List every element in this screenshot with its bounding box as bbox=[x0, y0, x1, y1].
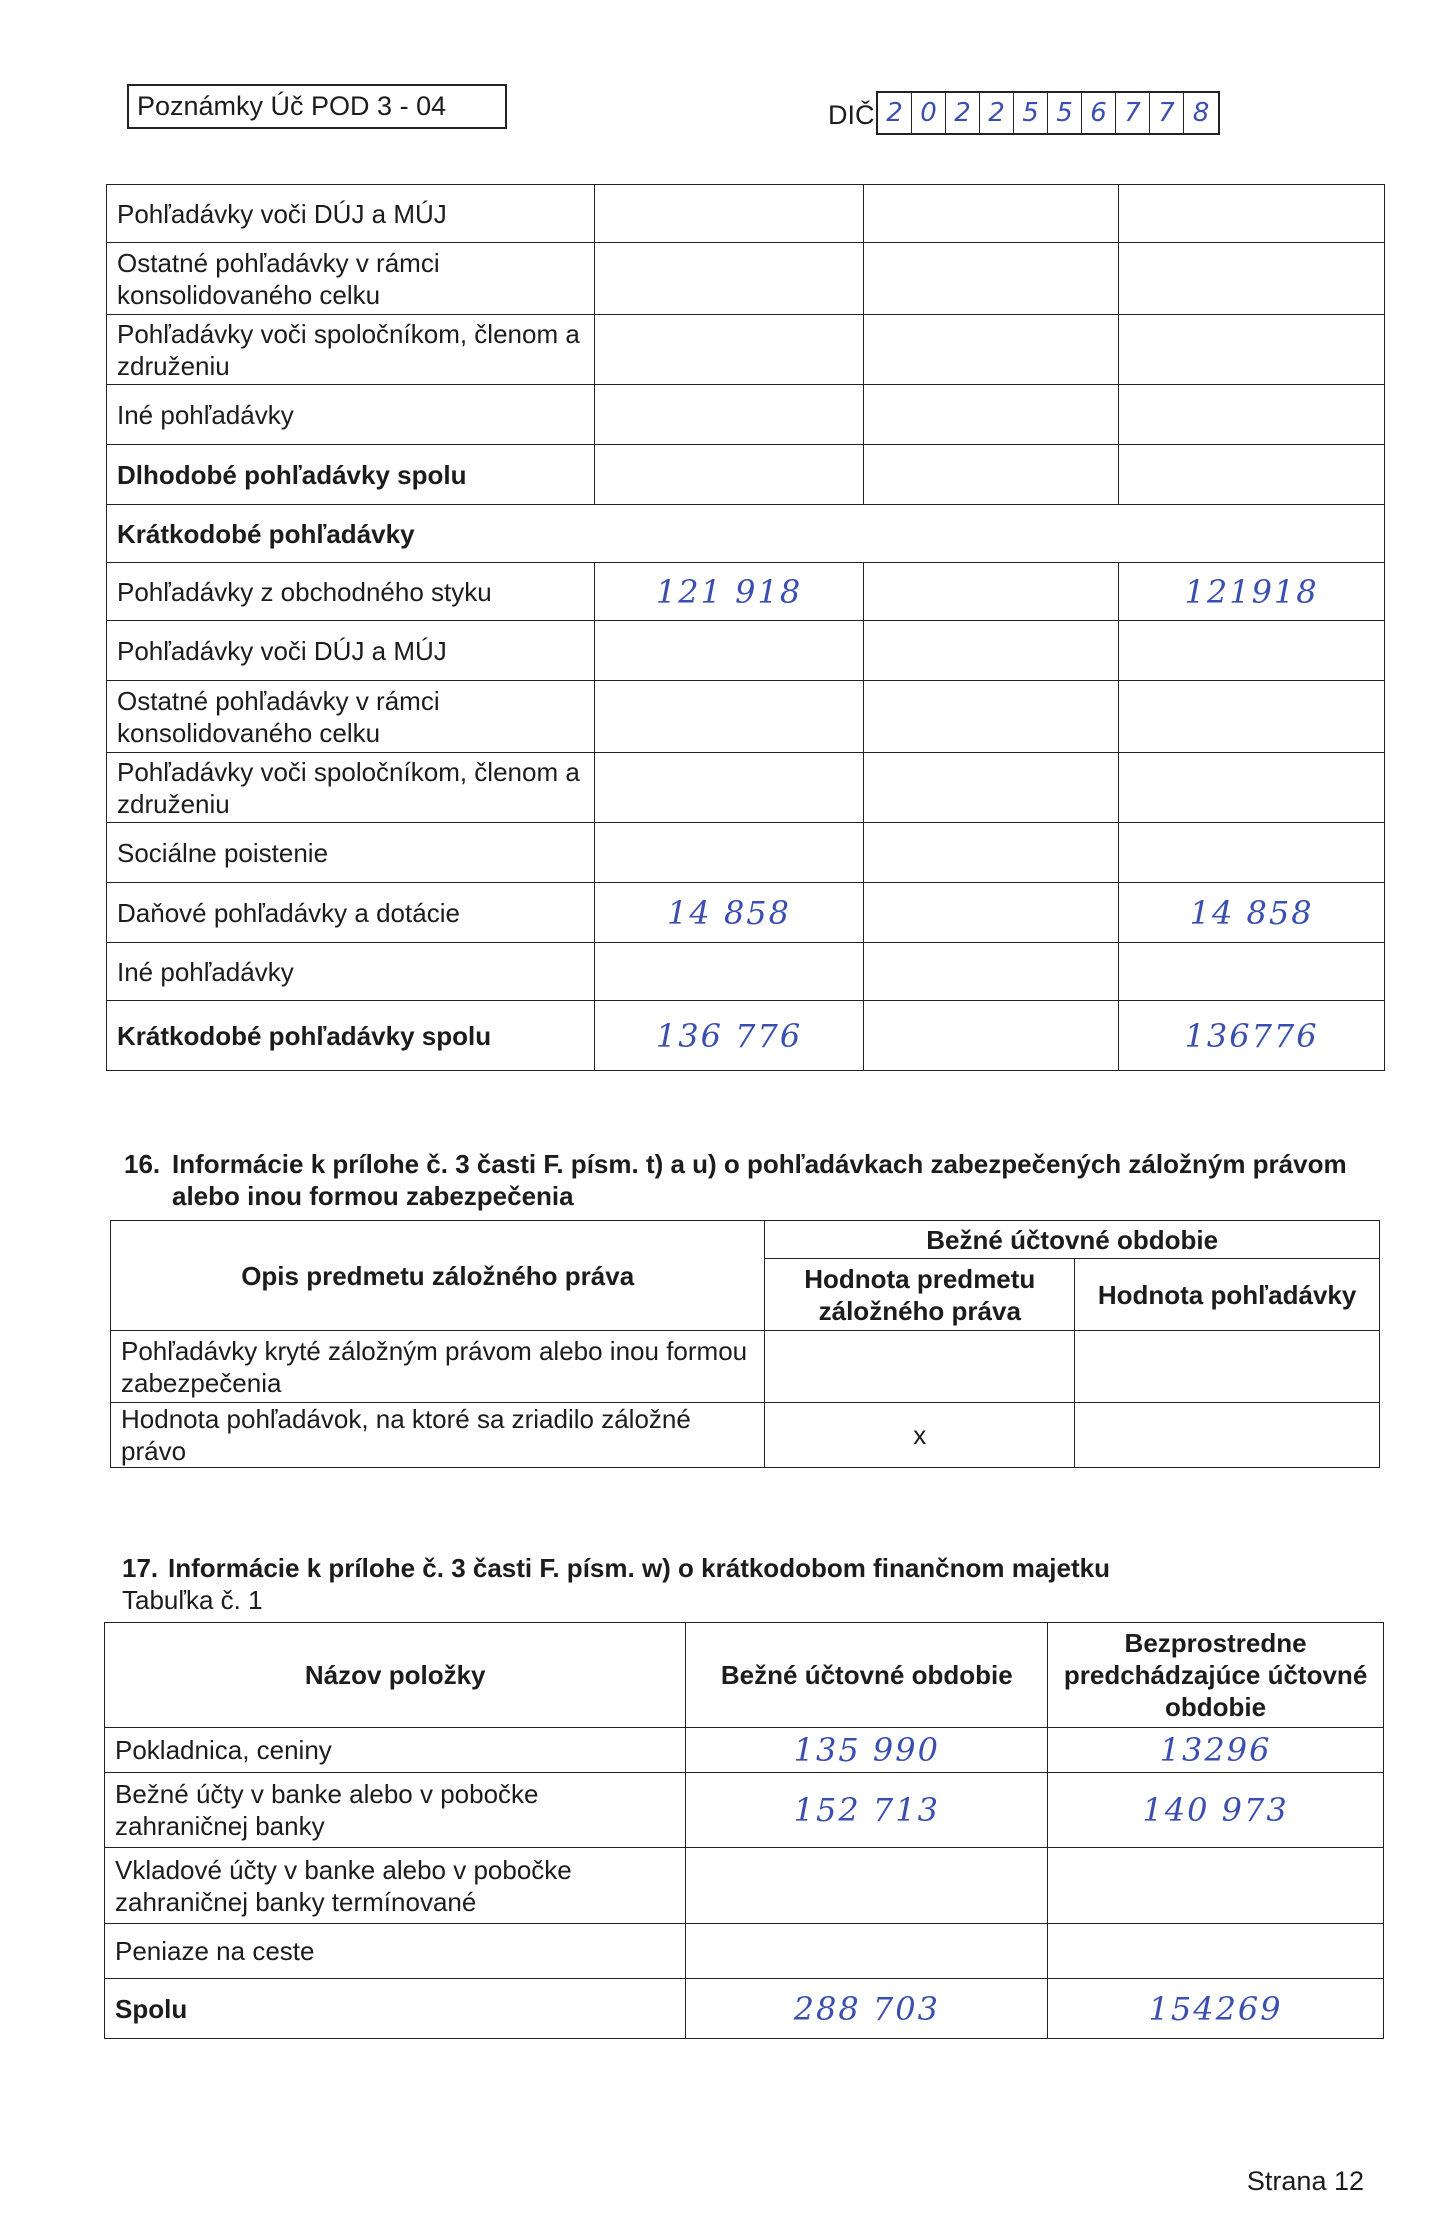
notes-label-box bbox=[127, 84, 507, 129]
section-17-title: Informácie k prílohe č. 3 časti F. písm. w) o krátkodobom finančnom majetku bbox=[168, 1553, 1110, 1583]
table-row bbox=[105, 1979, 1384, 2039]
section-16-title: Informácie k prílohe č. 3 časti F. písm. t) a u) o pohľadávkach zabezpečených záložným právom alebo inou formou zabezpečenia bbox=[172, 1149, 1347, 1211]
dic-digit: 5 bbox=[1014, 93, 1048, 133]
value-cell: 14 858 bbox=[594, 883, 864, 943]
row-label: Peniaze na ceste bbox=[105, 1924, 686, 1979]
value-cell bbox=[864, 621, 1119, 681]
value-cell: 136776 bbox=[1119, 1001, 1385, 1071]
value-cell bbox=[686, 1924, 1048, 1979]
column-header: Bezprostredne predchádzajúce účtovné obdobie bbox=[1048, 1623, 1384, 1728]
row-label: Pohľadávky voči DÚJ a MÚJ bbox=[107, 185, 595, 243]
row-label: Hodnota pohľadávok, na ktoré sa zriadilo záložné právo bbox=[111, 1403, 765, 1468]
dic-digit: 7 bbox=[1150, 93, 1184, 133]
value-cell bbox=[594, 445, 864, 505]
table-row bbox=[105, 1728, 1384, 1773]
table-row bbox=[105, 1848, 1384, 1924]
value-cell: 154269 bbox=[1048, 1979, 1384, 2039]
value-cell bbox=[594, 621, 864, 681]
value-cell bbox=[864, 943, 1119, 1001]
value-cell: 121 918 bbox=[594, 563, 864, 621]
table-row bbox=[111, 1403, 1380, 1468]
column-header: Hodnota pohľadávky bbox=[1075, 1259, 1380, 1331]
value-cell bbox=[864, 753, 1119, 823]
value-cell bbox=[686, 1848, 1048, 1924]
row-label: Ostatné pohľadávky v rámci konsolidovaného celku bbox=[107, 243, 595, 315]
table-row bbox=[107, 563, 1385, 621]
row-label: Dlhodobé pohľadávky spolu bbox=[107, 445, 595, 505]
row-label: Iné pohľadávky bbox=[107, 943, 595, 1001]
row-label: Pohľadávky voči spoločníkom, členom a združeniu bbox=[107, 753, 595, 823]
row-label: Krátkodobé pohľadávky spolu bbox=[107, 1001, 595, 1071]
table-row bbox=[107, 681, 1385, 753]
value-cell: 14 858 bbox=[1119, 883, 1385, 943]
value-cell bbox=[594, 243, 864, 315]
dic-digit: 8 bbox=[1192, 98, 1210, 128]
value-cell bbox=[594, 753, 864, 823]
row-label: Daňové pohľadávky a dotácie bbox=[107, 883, 595, 943]
value-cell bbox=[1048, 1924, 1384, 1979]
value-cell bbox=[594, 681, 864, 753]
value-cell bbox=[864, 883, 1119, 943]
section-16-heading bbox=[124, 1148, 1384, 1212]
value-cell bbox=[1075, 1331, 1380, 1403]
value-cell bbox=[864, 315, 1119, 385]
row-label: Pohľadávky z obchodného styku bbox=[107, 563, 595, 621]
value-cell bbox=[1119, 943, 1385, 1001]
notes-label: Poznámky Úč POD 3 - 04 bbox=[137, 91, 447, 121]
value-cell bbox=[594, 823, 864, 883]
value-cell: 121918 bbox=[1119, 563, 1385, 621]
table-row bbox=[105, 1924, 1384, 1979]
row-label: Iné pohľadávky bbox=[107, 385, 595, 445]
table-row bbox=[107, 883, 1385, 943]
row-label: Pohľadávky voči spoločníkom, členom a združeniu bbox=[107, 315, 595, 385]
dic-digit: 6 bbox=[1082, 93, 1116, 133]
table-row bbox=[107, 823, 1385, 883]
row-label: Bežné účty v banke alebo v pobočke zahraničnej banky bbox=[105, 1773, 686, 1848]
dic-digit: 2 bbox=[878, 93, 912, 133]
column-header: Hodnota predmetu záložného práva bbox=[765, 1259, 1075, 1331]
section-17-number: 17. bbox=[122, 1553, 159, 1583]
value-cell bbox=[1075, 1403, 1380, 1468]
table-row bbox=[107, 185, 1385, 243]
table-row bbox=[107, 621, 1385, 681]
value-cell bbox=[864, 445, 1119, 505]
value-cell bbox=[864, 823, 1119, 883]
page-number: Strana 12 bbox=[1246, 2166, 1364, 2196]
value-cell bbox=[864, 681, 1119, 753]
table-caption: Tabuľka č. 1 bbox=[122, 1585, 263, 1615]
column-header: Opis predmetu záložného práva bbox=[111, 1221, 765, 1331]
value-cell bbox=[864, 185, 1119, 243]
value-cell: 152 713 bbox=[686, 1773, 1048, 1848]
table-row bbox=[111, 1331, 1380, 1403]
financial-assets-table bbox=[104, 1622, 1384, 2039]
value-cell bbox=[1119, 753, 1385, 823]
column-header: Bežné účtovné obdobie bbox=[765, 1221, 1380, 1259]
value-cell bbox=[1119, 823, 1385, 883]
section-header: Krátkodobé pohľadávky bbox=[107, 505, 1385, 563]
column-header: Bežné účtovné obdobie bbox=[686, 1623, 1048, 1728]
value-cell: 136 776 bbox=[594, 1001, 864, 1071]
value-cell bbox=[594, 385, 864, 445]
pledge-table bbox=[110, 1220, 1380, 1468]
value-cell bbox=[594, 315, 864, 385]
table-row bbox=[105, 1773, 1384, 1848]
table-row bbox=[107, 315, 1385, 385]
row-label: Vkladové účty v banke alebo v pobočke zahraničnej banky termínované bbox=[105, 1848, 686, 1924]
value-cell bbox=[1119, 445, 1385, 505]
dic-digit: 5 bbox=[1048, 93, 1082, 133]
value-cell: 13296 bbox=[1048, 1728, 1384, 1773]
table-row bbox=[107, 243, 1385, 315]
value-cell: 135 990 bbox=[686, 1728, 1048, 1773]
table-row bbox=[107, 1001, 1385, 1071]
row-label: Pokladnica, ceniny bbox=[105, 1728, 686, 1773]
value-cell bbox=[594, 943, 864, 1001]
dic-digit-boxes bbox=[876, 91, 1220, 135]
section-17-heading bbox=[122, 1552, 1110, 1584]
value-cell bbox=[864, 563, 1119, 621]
column-header: Názov položky bbox=[105, 1623, 686, 1728]
table-row bbox=[107, 943, 1385, 1001]
value-cell bbox=[864, 385, 1119, 445]
receivables-table bbox=[106, 184, 1385, 1071]
table-header-row bbox=[105, 1623, 1384, 1728]
dic-digit: 2 bbox=[980, 93, 1014, 133]
table-row bbox=[107, 385, 1385, 445]
value-cell bbox=[1048, 1848, 1384, 1924]
row-label: Spolu bbox=[105, 1979, 686, 2039]
dic-digit: 0 bbox=[912, 93, 946, 133]
value-cell bbox=[1119, 385, 1385, 445]
value-cell bbox=[864, 1001, 1119, 1071]
value-cell bbox=[864, 243, 1119, 315]
value-cell: 140 973 bbox=[1048, 1773, 1384, 1848]
dic-digit: 2 bbox=[946, 93, 980, 133]
value-cell bbox=[1119, 243, 1385, 315]
value-cell bbox=[765, 1331, 1075, 1403]
table-row bbox=[107, 445, 1385, 505]
value-cell bbox=[1119, 681, 1385, 753]
row-label: Pohľadávky kryté záložným právom alebo inou formou zabezpečenia bbox=[111, 1331, 765, 1403]
table-row bbox=[107, 753, 1385, 823]
value-cell: x bbox=[765, 1403, 1075, 1468]
value-cell bbox=[1119, 621, 1385, 681]
table-header-row bbox=[111, 1221, 1380, 1259]
value-cell bbox=[1119, 185, 1385, 243]
row-label: Pohľadávky voči DÚJ a MÚJ bbox=[107, 621, 595, 681]
dic-label: DIČ bbox=[828, 100, 875, 130]
dic-digit: 7 bbox=[1116, 93, 1150, 133]
value-cell bbox=[594, 185, 864, 243]
row-label: Ostatné pohľadávky v rámci konsolidovaného celku bbox=[107, 681, 595, 753]
value-cell: 288 703 bbox=[686, 1979, 1048, 2039]
row-label: Sociálne poistenie bbox=[107, 823, 595, 883]
section-16-number: 16. bbox=[124, 1149, 161, 1179]
table-row bbox=[107, 505, 1385, 563]
value-cell bbox=[1119, 315, 1385, 385]
